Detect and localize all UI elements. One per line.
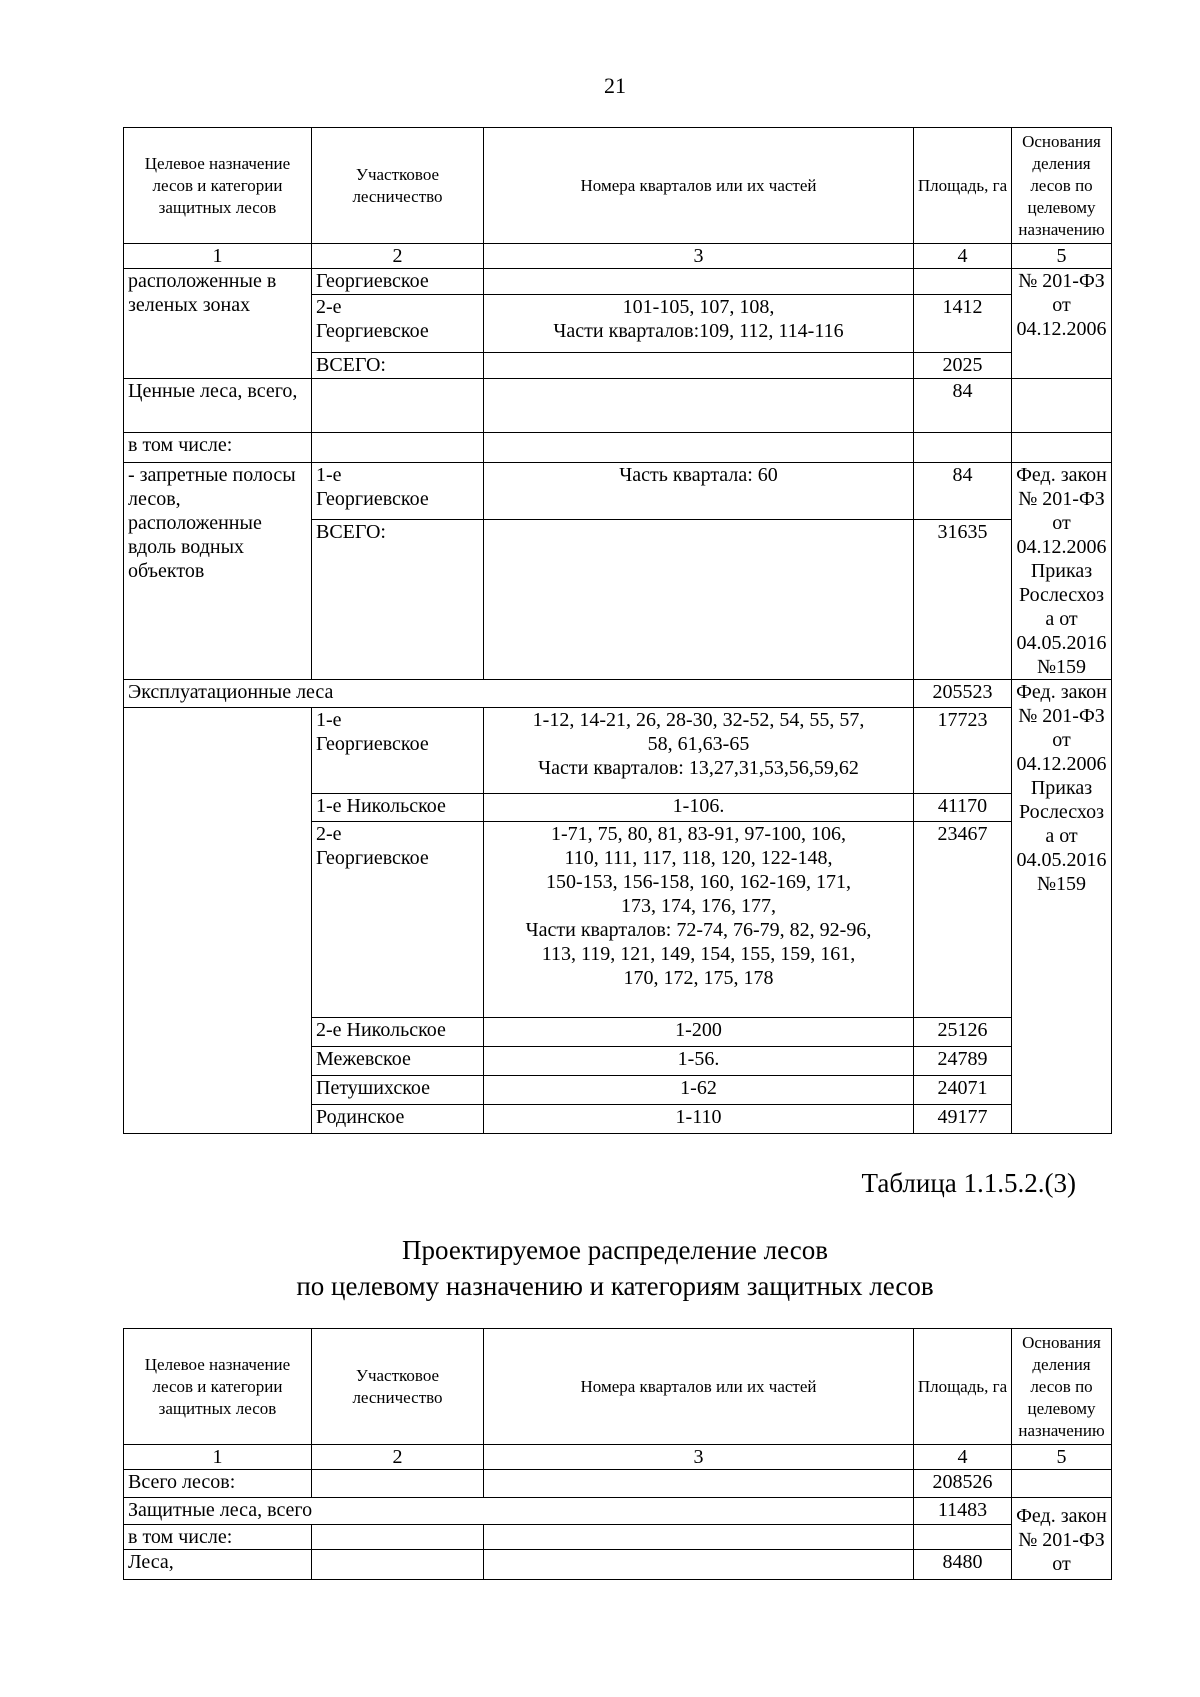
column-number: 2 bbox=[312, 1445, 484, 1470]
basis-cell bbox=[1012, 433, 1112, 463]
total-forests-label: Всего лесов: bbox=[124, 1470, 312, 1498]
table-row bbox=[124, 269, 1112, 295]
basis-protective: Фед. закон № 201-ФЗ от bbox=[1012, 1498, 1112, 1580]
forestry-cell: 2-е Никольское bbox=[312, 1018, 484, 1047]
forestry-cell bbox=[312, 1550, 484, 1580]
area-cell: 17723 bbox=[914, 708, 1012, 794]
quarters-cell bbox=[484, 269, 914, 295]
quarters-cell: Часть квартала: 60 bbox=[484, 463, 914, 520]
table-row bbox=[124, 1498, 1112, 1525]
table-caption: Таблица 1.1.5.2.(3) bbox=[861, 1168, 1076, 1198]
quarters-cell: 1-110 bbox=[484, 1105, 914, 1134]
header-quarters: Номера кварталов или их частей bbox=[484, 128, 914, 244]
area-cell: 24789 bbox=[914, 1047, 1012, 1076]
quarters-cell bbox=[484, 1525, 914, 1550]
category-valuable: Ценные леса, всего, bbox=[124, 379, 312, 433]
forests-label: Леса, bbox=[124, 1550, 312, 1580]
including-label: в том числе: bbox=[124, 433, 312, 463]
total-label: ВСЕГО: bbox=[312, 353, 484, 379]
area-cell: 24071 bbox=[914, 1076, 1012, 1105]
column-number: 2 bbox=[312, 244, 484, 269]
forestry-cell: Родинское bbox=[312, 1105, 484, 1134]
area-cell bbox=[914, 269, 1012, 295]
quarters-cell: 1-62 bbox=[484, 1076, 914, 1105]
column-number: 4 bbox=[914, 244, 1012, 269]
area-cell: 84 bbox=[914, 379, 1012, 433]
table-row bbox=[124, 1525, 1112, 1550]
quarters-cell bbox=[484, 1470, 914, 1498]
table-title: Проектируемое распределение лесов по целевому назначению и категориям защитных лесов bbox=[296, 1235, 934, 1301]
column-number: 5 bbox=[1012, 1445, 1112, 1470]
forestry-cell bbox=[312, 1525, 484, 1550]
column-number: 1 bbox=[124, 1445, 312, 1470]
quarters-cell bbox=[484, 379, 914, 433]
quarters-cell: 1-71, 75, 80, 81, 83-91, 97-100, 106, 110, 111, 117, 118, 120, 122-148, 150-153, 156-158, 160, 162-169, 171, 173, 174, 176, 177, Части кварталов: 72-74, 76-79, 82, 92-96, 113, 119, 121, 149, 154, 155, 159, 161, 170, 172, 175, 178 bbox=[484, 822, 914, 1018]
quarters-cell: 101-105, 107, 108, Части кварталов:109, 112, 114-116 bbox=[484, 295, 914, 353]
header-forestry: Участковое лесничество bbox=[312, 1329, 484, 1445]
column-number-row bbox=[124, 1445, 1112, 1470]
table-row bbox=[124, 1550, 1112, 1580]
area-cell: 49177 bbox=[914, 1105, 1012, 1134]
forestry-cell: 1-е Георгиевское bbox=[312, 463, 484, 520]
header-purpose: Целевое назначение лесов и категории защитных лесов bbox=[124, 1329, 312, 1445]
column-number-row bbox=[124, 244, 1112, 269]
forestry-cell: 1-е Никольское bbox=[312, 794, 484, 822]
table-row bbox=[124, 1470, 1112, 1498]
quarters-cell bbox=[484, 1550, 914, 1580]
area-cell: 11483 bbox=[914, 1498, 1012, 1525]
area-cell: 1412 bbox=[914, 295, 1012, 353]
area-cell: 84 bbox=[914, 463, 1012, 520]
forest-distribution-table-1 bbox=[123, 127, 1112, 1134]
category-exploitation: Эксплуатационные леса bbox=[124, 680, 914, 708]
forestry-cell: 1-е Георгиевское bbox=[312, 708, 484, 794]
forestry-cell: Межевское bbox=[312, 1047, 484, 1076]
table-row bbox=[124, 708, 1112, 794]
table-header-row bbox=[124, 1329, 1112, 1445]
total-label: ВСЕГО: bbox=[312, 520, 484, 680]
quarters-cell: 1-106. bbox=[484, 794, 914, 822]
column-number: 5 bbox=[1012, 244, 1112, 269]
total-area: 208526 bbox=[914, 1470, 1012, 1498]
basis-cell bbox=[1012, 379, 1112, 433]
header-area: Площадь, га bbox=[914, 1329, 1012, 1445]
protective-forests-label: Защитные леса, всего bbox=[124, 1498, 914, 1525]
quarters-cell: 1-56. bbox=[484, 1047, 914, 1076]
basis-exploitation: Фед. закон № 201-ФЗ от 04.12.2006 Приказ Рослесхоз а от 04.05.2016 №159 bbox=[1012, 680, 1112, 1134]
header-purpose: Целевое назначение лесов и категории защитных лесов bbox=[124, 128, 312, 244]
forestry-cell: 2-е Георгиевское bbox=[312, 822, 484, 1018]
column-number: 4 bbox=[914, 1445, 1012, 1470]
table-row bbox=[124, 379, 1112, 433]
forestry-cell bbox=[312, 1470, 484, 1498]
category-green-zone: расположенные в зеленых зонах bbox=[124, 269, 312, 379]
total-area: 31635 bbox=[914, 520, 1012, 680]
header-basis: Основания деления лесов по целевому назначению bbox=[1012, 128, 1112, 244]
header-basis: Основания деления лесов по целевому назначению bbox=[1012, 1329, 1112, 1445]
including-label: в том числе: bbox=[124, 1525, 312, 1550]
basis-green-zone: № 201-ФЗ от 04.12.2006 bbox=[1012, 269, 1112, 379]
quarters-cell bbox=[484, 433, 914, 463]
category-restricted: - запретные полосы лесов, расположенные вдоль водных объектов bbox=[124, 463, 312, 680]
quarters-cell: 1-200 bbox=[484, 1018, 914, 1047]
page-number: 21 bbox=[604, 73, 626, 98]
area-cell bbox=[914, 433, 1012, 463]
quarters-cell bbox=[484, 520, 914, 680]
area-cell: 25126 bbox=[914, 1018, 1012, 1047]
column-number: 1 bbox=[124, 244, 312, 269]
area-cell: 41170 bbox=[914, 794, 1012, 822]
quarters-cell bbox=[484, 353, 914, 379]
header-area: Площадь, га bbox=[914, 128, 1012, 244]
area-cell: 8480 bbox=[914, 1550, 1012, 1580]
column-number: 3 bbox=[484, 244, 914, 269]
header-forestry: Участковое лесничество bbox=[312, 128, 484, 244]
table-row bbox=[124, 433, 1112, 463]
forestry-cell: Георгиевское bbox=[312, 269, 484, 295]
forest-distribution-table-2 bbox=[123, 1328, 1112, 1580]
area-cell bbox=[914, 1525, 1012, 1550]
basis-cell bbox=[1012, 1470, 1112, 1498]
forestry-cell: Петушихское bbox=[312, 1076, 484, 1105]
forestry-cell: 2-е Георгиевское bbox=[312, 295, 484, 353]
total-area: 2025 bbox=[914, 353, 1012, 379]
quarters-cell: 1-12, 14-21, 26, 28-30, 32-52, 54, 55, 57, 58, 61,63-65 Части кварталов: 13,27,31,53,56,59,62 bbox=[484, 708, 914, 794]
category-empty bbox=[124, 708, 312, 1134]
column-number: 3 bbox=[484, 1445, 914, 1470]
basis-restricted: Фед. закон № 201-ФЗ от 04.12.2006 Приказ Рослесхоз а от 04.05.2016 №159 bbox=[1012, 463, 1112, 680]
table-header-row bbox=[124, 128, 1112, 244]
table-row bbox=[124, 680, 1112, 708]
forestry-cell bbox=[312, 433, 484, 463]
table-row bbox=[124, 463, 1112, 520]
header-quarters: Номера кварталов или их частей bbox=[484, 1329, 914, 1445]
area-cell: 205523 bbox=[914, 680, 1012, 708]
area-cell: 23467 bbox=[914, 822, 1012, 1018]
forestry-cell bbox=[312, 379, 484, 433]
